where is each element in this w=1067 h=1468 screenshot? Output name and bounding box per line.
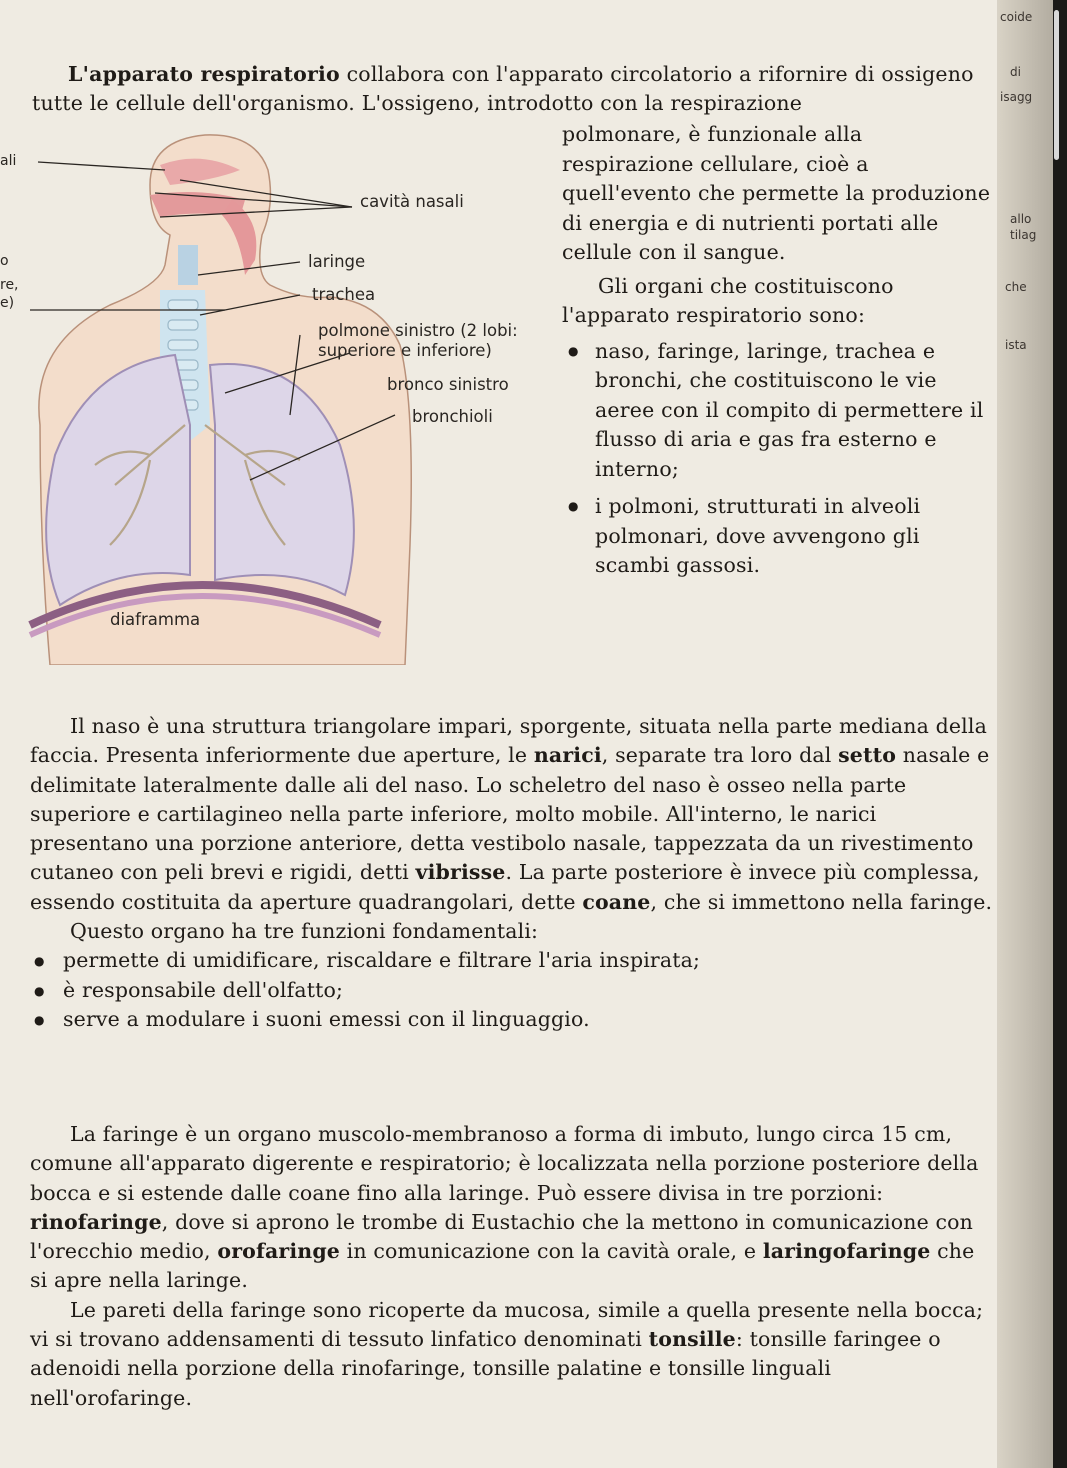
label-trachea: trachea xyxy=(312,285,376,304)
bold-term: narici xyxy=(533,743,602,768)
faringe-text-run: La faringe è un organo muscolo-membranoso a forma di imbuto, lungo circa 15 cm, comune all'apparato digerente e respiratorio; è localizzata nella porzione posteriore della bocca e si estende dalle coane fino alla laringe. Può essere divisa in tre porzioni: xyxy=(30,1122,979,1205)
bold-term: tonsille xyxy=(648,1327,736,1352)
naso-text-run: , che si immettono nella faringe. xyxy=(650,889,993,914)
label-bronco-sinistro: bronco sinistro xyxy=(387,375,509,394)
margin-label-re: re, xyxy=(0,277,19,293)
margin-note-2: isagg xyxy=(1000,90,1033,104)
corner-word: coide xyxy=(1000,10,1033,24)
faringe-text-run: in comunicazione con la cavità orale, e xyxy=(340,1239,763,1264)
bold-term: orofaringe xyxy=(217,1239,340,1264)
margin-note-5: che xyxy=(1005,280,1027,294)
intro-paragraph xyxy=(32,60,992,118)
faringe-text-run: , dove si aprono le trombe di Eustachio che la mettono in comunicazione con l'orecchio medio, xyxy=(30,1209,974,1264)
intro-lead: L'apparato respiratorio xyxy=(68,62,340,86)
label-cavita-nasali: cavità nasali xyxy=(360,192,464,211)
scrollbar[interactable] xyxy=(1054,10,1059,160)
naso-function-3: ● serve a modulare i suoni emessi con il linguaggio. xyxy=(30,1005,998,1034)
right-paragraph-2: Gli organi che costituiscono l'apparato respiratorio sono: xyxy=(562,273,894,327)
right-paragraph-1: polmonare, è funzionale alla respirazione cellulare, cioè a quell'evento che permette la produzione di energia e di nutrienti portati alle cellule con il sangue. xyxy=(562,122,991,264)
bold-term: vibrisse xyxy=(415,860,506,885)
naso-text-run: Il naso è una struttura triangolare impari, sporgente, situata nella parte mediana della faccia. Presenta inferiormente due aperture, le xyxy=(30,714,987,768)
organs-bullet-2: ● i polmoni, strutturati in alveoli polmonari, dove avvengono gli scambi gassosi. xyxy=(562,492,992,581)
faringe-text-run: : tonsille faringee o adenoidi nella porzione della rinofaringe, tonsille palatine e tonsille linguali nell'orofaringe. xyxy=(30,1327,941,1410)
margin-note-3: allo xyxy=(1010,212,1032,226)
label-diaframma: diaframma xyxy=(110,610,201,629)
respiratory-system-illustration xyxy=(0,125,560,665)
naso-text-run: . La parte posteriore è invece più complessa, essendo costituita da aperture quadrangolari, dette xyxy=(30,860,980,914)
naso-functions-intro: Questo organo ha tre funzioni fondamentali: xyxy=(70,919,539,944)
intro-text: collabora con l'apparato circolatorio a rifornire di ossigeno tutte le cellule dell'organismo. L'ossigeno, introdotto con la respirazione xyxy=(32,62,974,115)
organs-list xyxy=(562,337,992,581)
anatomy-drawing xyxy=(0,125,560,665)
margin-label-e: e) xyxy=(0,295,15,311)
bold-term: rinofaringe xyxy=(30,1209,162,1234)
bold-term: coane xyxy=(582,889,651,914)
label-polmone-line-2: superiore e inferiore) xyxy=(318,341,492,360)
section-naso xyxy=(30,712,998,1034)
bold-term: setto xyxy=(838,743,897,768)
naso-function-1: ● permette di umidificare, riscaldare e filtrare l'aria inspirata; xyxy=(30,946,998,975)
section-faringe xyxy=(30,1120,998,1413)
naso-text-run: nasale e delimitate lateralmente dalle ali del naso. Lo scheletro del naso è osseo nella parte superiore e cartilagineo nella parte inferiore, molto mobile. All'interno, le narici presentano una porzione anteriore, detta vestibolo nasale, tappezzata da un rivestimento cutaneo con peli brevi e rigidi, detti xyxy=(30,743,990,885)
naso-functions-list xyxy=(30,946,998,1034)
margin-note-4: tilag xyxy=(1010,228,1037,242)
naso-function-2: ● è responsabile dell'olfatto; xyxy=(30,976,998,1005)
organs-bullet-1: ● naso, faringe, laringe, trachea e bronchi, che costituiscono le vie aeree con il compito di permettere il flusso di aria e gas fra esterno e interno; xyxy=(562,337,992,485)
margin-note-6: ista xyxy=(1005,338,1027,352)
naso-paragraph xyxy=(30,712,998,917)
right-column-text xyxy=(562,120,992,589)
margin-label-ali: ali xyxy=(0,153,17,169)
faringe-paragraph-1 xyxy=(30,1120,998,1296)
screen-edge xyxy=(1053,0,1067,1468)
faringe-text-run: Le pareti della faringe sono ricoperte da mucosa, simile a quella presente nella bocca; vi si trovano addensamenti di tessuto linfatico denominati xyxy=(30,1297,984,1352)
label-laringe: laringe xyxy=(308,252,366,271)
naso-text-run: , separate tra loro dal xyxy=(601,743,839,768)
margin-note-1: di xyxy=(1010,65,1021,79)
faringe-text-run: che si apre nella laringe. xyxy=(30,1239,975,1293)
label-polmone-line-1: polmone sinistro (2 lobi: xyxy=(318,321,518,340)
label-bronchioli: bronchioli xyxy=(412,407,493,426)
margin-label-o: o xyxy=(0,253,9,269)
bold-term: laringofaringe xyxy=(762,1239,931,1264)
faringe-paragraph-2 xyxy=(30,1296,998,1413)
